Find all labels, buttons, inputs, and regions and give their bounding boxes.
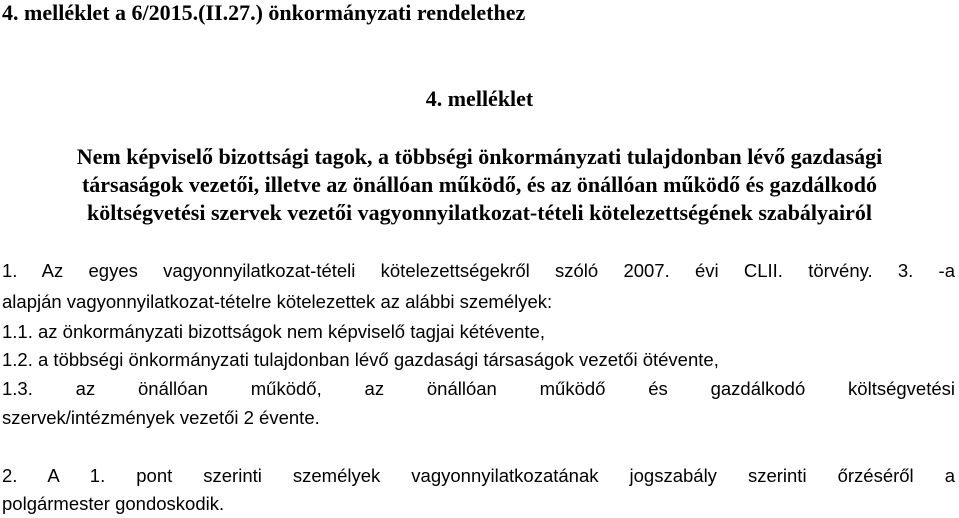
- paragraph-1-line-2: alapján vagyonnyilatkozat-tételre kötelezettek az alábbi személyek:: [2, 291, 553, 312]
- title-line-1: Nem képviselő bizottsági tagok, a többségi önkormányzati tulajdonban lévő gazdasági: [76, 144, 883, 169]
- item-1-2: 1.2. a többségi önkormányzati tulajdonban lévő gazdasági társaságok vezetői ötévente,: [2, 349, 719, 370]
- annex-heading: 4. melléklet: [425, 86, 534, 111]
- paragraph-2-line-1: 2. A 1. pont szerinti személyek vagyonnyilatkozatának jogszabály szerinti őrzéséről a: [2, 465, 955, 486]
- item-1-1: 1.1. az önkormányzati bizottságok nem képviselő tagjai kétévente,: [2, 321, 545, 342]
- title-line-3: költségvetési szervek vezetői vagyonnyilatkozat-tételi kötelezettségének szabályairól: [86, 200, 873, 225]
- document-header: 4. melléklet a 6/2015.(II.27.) önkormányzati rendelethez: [2, 0, 526, 25]
- paragraph-2-line-2: polgármester gondoskodik.: [2, 493, 225, 514]
- paragraph-1-line-1: 1. Az egyes vagyonnyilatkozat-tételi kötelezettségekről szóló 2007. évi CLII. törvény. 3. -a: [2, 260, 955, 281]
- item-1-3-line-1: 1.3. az önállóan működő, az önállóan működő és gazdálkodó költségvetési: [2, 378, 955, 399]
- title-line-2: társaságok vezetői, illetve az önállóan működő, és az önállóan működő és gazdálkodó: [81, 172, 878, 197]
- item-1-3-line-2: szervek/intézmények vezetői 2 évente.: [2, 407, 320, 428]
